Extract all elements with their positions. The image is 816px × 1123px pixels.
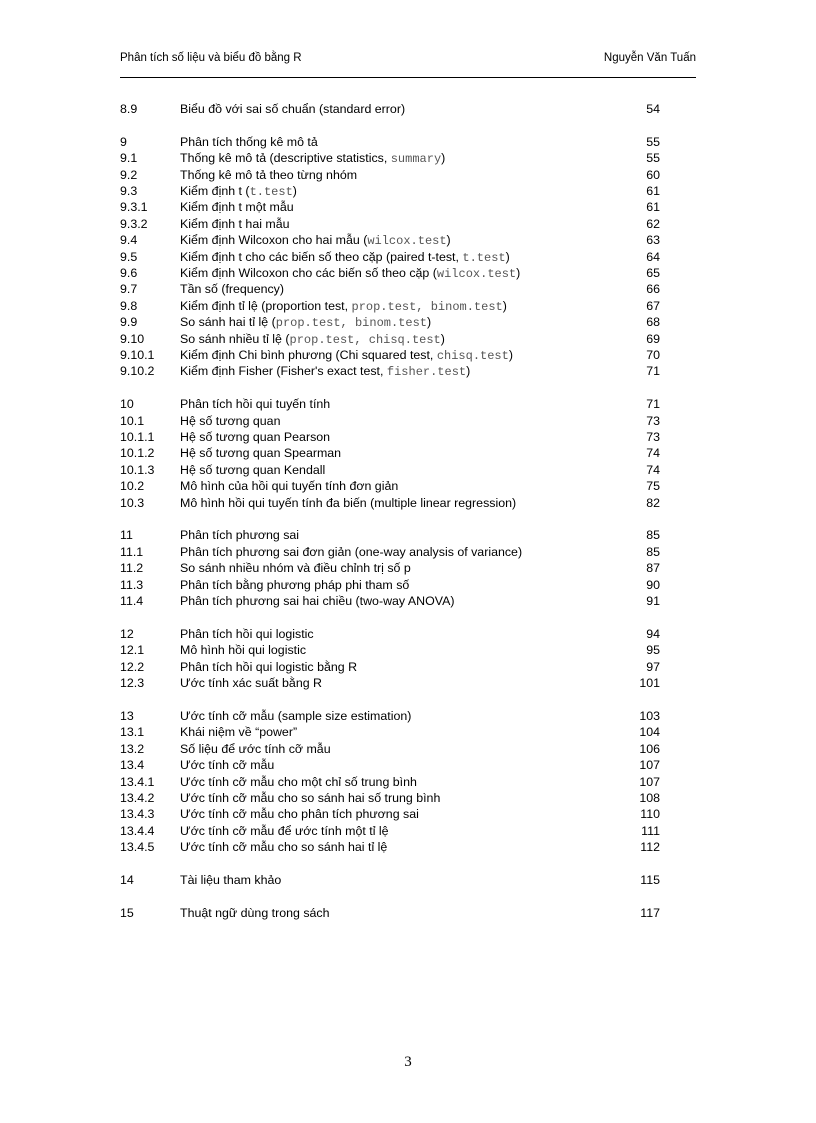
toc-entry[interactable] <box>120 183 660 199</box>
toc-entry-title <box>180 905 330 921</box>
toc-entry[interactable] <box>120 806 660 822</box>
toc-entry-title <box>180 314 431 331</box>
toc-entry[interactable] <box>120 839 660 855</box>
toc-entry-title <box>180 167 357 183</box>
toc-entry-page: 67 <box>646 298 660 313</box>
toc-entry[interactable] <box>120 363 660 379</box>
toc-entry[interactable] <box>120 757 660 773</box>
toc-entry-number: 9.10 <box>120 331 145 346</box>
toc-entry[interactable] <box>120 659 660 675</box>
toc-entry[interactable] <box>120 724 660 740</box>
toc-entry-text: Mô hình hồi qui tuyến tính đa biến (multiple linear regression) <box>180 495 517 510</box>
toc-entry-number: 13.4 <box>120 758 145 773</box>
toc-entry-number: 9.4 <box>120 233 138 248</box>
toc-entry-title <box>180 593 454 609</box>
toc-entry-text: Kiểm định t cho các biến số theo cặp (paired t-test, <box>180 249 463 264</box>
toc-entry[interactable] <box>120 593 660 609</box>
toc-entry-page: 55 <box>646 151 660 166</box>
toc-entry-text: Hệ số tương quan <box>180 413 281 428</box>
toc-entry-title <box>180 347 513 364</box>
toc-entry[interactable] <box>120 232 660 248</box>
toc-entry-title <box>180 724 297 740</box>
toc-entry-text: Phân tích phương sai hai chiều (two-way ANOVA) <box>180 594 455 609</box>
toc-section <box>120 872 660 888</box>
toc-entry-text: Ước tính cỡ mẫu cho so sánh hai tỉ lệ <box>180 840 388 855</box>
toc-section <box>120 708 660 856</box>
toc-entry-text: Mô hình của hồi qui tuyến tính đơn giản <box>180 479 399 494</box>
toc-entry-title <box>180 216 290 232</box>
toc-entry-text: So sánh hai tỉ lệ ( <box>180 315 276 330</box>
toc-entry-text: Phân tích hồi qui logistic <box>180 626 314 641</box>
toc-entry-number: 10.1.3 <box>120 462 155 477</box>
toc-entry-page: 107 <box>639 758 660 773</box>
toc-entry[interactable] <box>120 823 660 839</box>
toc-entry-code: prop.test, binom.test <box>351 299 503 314</box>
toc-entry-number: 9.5 <box>120 249 138 264</box>
toc-entry-title <box>180 757 274 773</box>
toc-entry-page: 64 <box>646 249 660 264</box>
toc-entry-title <box>180 708 411 724</box>
toc-entry[interactable] <box>120 560 660 576</box>
toc-entry[interactable] <box>120 544 660 560</box>
toc-entry-text: Phân tích hồi qui tuyến tính <box>180 397 331 412</box>
toc-entry-page: 101 <box>639 676 660 691</box>
toc-entry-text: Phân tích phương sai đơn giản (one-way analysis of variance) <box>180 544 523 559</box>
toc-entry-number: 9.3.2 <box>120 216 148 231</box>
toc-entry-page: 71 <box>646 364 660 379</box>
toc-entry[interactable] <box>120 462 660 478</box>
toc-entry-text: ) <box>466 364 471 379</box>
toc-entry[interactable] <box>120 445 660 461</box>
toc-entry-text: ) <box>502 298 507 313</box>
toc-entry-title <box>180 199 294 215</box>
toc-entry-text: Phân tích bằng phương pháp phi tham số <box>180 577 410 592</box>
toc-entry-number: 10 <box>120 397 134 412</box>
toc-entry-title <box>180 249 510 266</box>
toc-entry-text: Kiểm định Chi bình phương (Chi squared test, <box>180 347 437 362</box>
toc-entry[interactable] <box>120 265 660 281</box>
page-number: 3 <box>404 1054 412 1070</box>
toc-entry[interactable] <box>120 216 660 232</box>
toc-entry-page: 66 <box>646 282 660 297</box>
toc-entry-page: 69 <box>646 331 660 346</box>
toc-entry-number: 9.9 <box>120 315 138 330</box>
toc-entry-page: 60 <box>646 167 660 182</box>
toc-entry-page: 115 <box>640 873 660 888</box>
toc-entry-text: Hệ số tương quan Pearson <box>180 430 331 445</box>
toc-entry-number: 9.8 <box>120 298 138 313</box>
toc-entry-text: Ước tính cỡ mẫu (sample size estimation) <box>180 709 412 723</box>
toc-entry-text: Ước tính xác suất bằng R <box>180 676 322 691</box>
toc-entry-title <box>180 527 299 543</box>
toc-entry-page: 65 <box>646 266 660 281</box>
toc-entry-number: 14 <box>120 873 134 888</box>
toc-entry[interactable] <box>120 396 660 412</box>
toc-entry-text: So sánh nhiều nhóm và điều chỉnh trị số p <box>180 561 411 576</box>
toc-entry-text: Ước tính cỡ mẫu cho một chỉ số trung bình <box>180 774 417 789</box>
toc-entry-code: summary <box>390 152 442 167</box>
toc-entry-number: 9.3 <box>120 184 138 199</box>
toc-entry-page: 87 <box>646 561 660 576</box>
toc-entry-title <box>180 101 405 117</box>
toc-entry-number: 13 <box>120 709 134 723</box>
toc-entry-text: ) <box>508 347 513 362</box>
toc-entry-number: 13.4.5 <box>120 840 155 855</box>
toc-entry-number: 8.9 <box>120 102 138 116</box>
toc-entry-title <box>180 429 330 445</box>
toc-entry-page: 71 <box>646 397 660 412</box>
toc-entry-number: 15 <box>120 905 134 920</box>
toc-entry-page: 107 <box>639 774 660 789</box>
toc-entry[interactable] <box>120 741 660 757</box>
toc-entry-code: prop.test, chisq.test <box>289 332 441 347</box>
header-book-title: Phân tích số liệu và biểu đồ bằng R <box>120 52 302 64</box>
toc-entry[interactable] <box>120 790 660 806</box>
toc-entry-text: Kiểm định Fisher (Fisher's exact test, <box>180 364 387 379</box>
toc-entry-title <box>180 265 520 282</box>
toc-entry-text: Số liệu để ước tính cỡ mẫu <box>180 741 331 756</box>
toc-entry-text: ) <box>440 331 445 346</box>
toc-entry-text: Ước tính cỡ mẫu <box>180 758 275 773</box>
toc-entry-title <box>180 363 470 380</box>
toc-section <box>120 527 660 609</box>
toc-entry-text: Kiểm định Wilcoxon cho hai mẫu ( <box>180 233 368 248</box>
toc-entry-title <box>180 478 398 494</box>
toc-entry-page: 70 <box>646 347 660 362</box>
toc-entry-title <box>180 331 445 348</box>
toc-entry-title <box>180 577 409 593</box>
toc-entry[interactable] <box>120 281 660 297</box>
toc-entry-title <box>180 626 314 642</box>
toc-entry-number: 11.2 <box>120 561 144 576</box>
toc-entry-number: 13.2 <box>120 741 145 756</box>
toc-entry-title <box>180 774 417 790</box>
toc-entry-text: Phân tích thống kê mô tả <box>180 134 318 149</box>
toc-entry-title <box>180 806 419 822</box>
toc-entry[interactable] <box>120 101 660 117</box>
toc-entry-text: Thống kê mô tả (descriptive statistics, <box>180 151 391 166</box>
toc-entry-page: 61 <box>646 184 660 199</box>
toc-entry[interactable] <box>120 527 660 543</box>
toc-entry-code: t.test <box>462 250 506 265</box>
toc-entry-number: 9.7 <box>120 282 138 297</box>
toc-entry[interactable] <box>120 199 660 215</box>
toc-entry-text: Kiểm định t ( <box>180 184 250 199</box>
toc-entry-text: Tài liệu tham khảo <box>180 873 282 888</box>
toc-entry-title <box>180 790 440 806</box>
toc-entry[interactable] <box>120 298 660 314</box>
toc-entry-title <box>180 183 297 200</box>
toc-entry-title <box>180 741 331 757</box>
toc-entry-page: 62 <box>646 216 660 231</box>
toc-entry-text: Hệ số tương quan Spearman <box>180 446 342 461</box>
toc-entry-text: Kiểm định tỉ lệ (proportion test, <box>180 298 352 313</box>
toc-entry[interactable] <box>120 774 660 790</box>
toc-entry-page: 112 <box>640 840 660 855</box>
toc-entry-title <box>180 413 280 429</box>
toc-entry-title <box>180 396 330 412</box>
toc-entry-title <box>180 298 507 315</box>
toc-entry-number: 10.1.1 <box>120 430 155 445</box>
toc-entry-text: Thống kê mô tả theo từng nhóm <box>180 167 358 182</box>
toc-entry-text: ) <box>505 249 510 264</box>
toc-entry-page: 103 <box>639 709 660 723</box>
table-of-contents <box>120 101 660 938</box>
toc-entry-page: 63 <box>646 233 660 248</box>
toc-entry-page: 54 <box>646 102 660 116</box>
toc-entry[interactable] <box>120 642 660 658</box>
toc-entry-page: 82 <box>646 495 660 510</box>
toc-entry[interactable] <box>120 314 660 330</box>
toc-entry-page: 74 <box>646 446 660 461</box>
toc-entry-title <box>180 642 306 658</box>
toc-entry-page: 74 <box>646 462 660 477</box>
toc-entry-page: 117 <box>640 905 660 920</box>
toc-entry[interactable] <box>120 708 660 724</box>
toc-entry-number: 10.1 <box>120 413 145 428</box>
toc-entry[interactable] <box>120 249 660 265</box>
toc-entry-page: 90 <box>646 577 660 592</box>
toc-entry-text: Thuật ngữ dùng trong sách <box>180 905 330 920</box>
toc-entry-title <box>180 134 318 150</box>
toc-section <box>120 396 660 511</box>
toc-entry-number: 11.4 <box>120 594 144 609</box>
toc-entry[interactable] <box>120 478 660 494</box>
toc-entry[interactable] <box>120 675 660 691</box>
toc-entry-page: 61 <box>646 200 660 215</box>
toc-entry[interactable] <box>120 150 660 166</box>
toc-entry-text: Hệ số tương quan Kendall <box>180 462 326 477</box>
toc-entry-text: Kiểm định t hai mẫu <box>180 216 290 231</box>
toc-entry[interactable] <box>120 167 660 183</box>
toc-entry-number: 10.1.2 <box>120 446 155 461</box>
toc-entry-code: wilcox.test <box>367 234 447 249</box>
toc-entry-page: 110 <box>640 807 660 822</box>
toc-entry-code: chisq.test <box>436 348 509 363</box>
toc-entry-number: 12 <box>120 626 134 641</box>
toc-entry-number: 9.3.1 <box>120 200 148 215</box>
toc-entry-number: 9.6 <box>120 266 138 281</box>
toc-entry-number: 9 <box>120 134 127 149</box>
toc-entry-code: prop.test, binom.test <box>275 316 427 331</box>
toc-entry[interactable] <box>120 577 660 593</box>
toc-entry[interactable] <box>120 495 660 511</box>
toc-entry-page: 111 <box>641 823 660 838</box>
toc-entry-text: Mô hình hồi qui logistic <box>180 643 307 658</box>
toc-section <box>120 134 660 380</box>
toc-entry-text: Ước tính cỡ mẫu cho phân tích phương sai <box>180 807 419 822</box>
toc-entry-title <box>180 823 389 839</box>
toc-entry-code: wilcox.test <box>436 267 517 282</box>
toc-entry-page: 106 <box>639 741 660 756</box>
running-header <box>120 50 696 66</box>
toc-entry-number: 9.10.1 <box>120 347 155 362</box>
toc-entry[interactable] <box>120 331 660 347</box>
toc-entry-code: t.test <box>249 185 293 200</box>
toc-entry-number: 11.3 <box>120 577 144 592</box>
toc-section <box>120 101 660 117</box>
toc-entry-title <box>180 150 445 167</box>
toc-entry-text: Khái niệm về “power” <box>180 725 298 740</box>
toc-entry-title <box>180 560 411 576</box>
toc-entry[interactable] <box>120 872 660 888</box>
toc-entry-number: 13.4.1 <box>120 774 155 789</box>
toc-entry-page: 55 <box>646 134 660 149</box>
toc-entry-title <box>180 544 522 560</box>
toc-entry-page: 94 <box>646 626 660 641</box>
toc-entry-text: Ước tính cỡ mẫu để ước tính một tỉ lệ <box>180 823 389 838</box>
toc-entry-text: Phân tích hồi qui logistic bằng R <box>180 659 358 674</box>
toc-entry[interactable] <box>120 905 660 921</box>
toc-entry-number: 13.1 <box>120 725 145 740</box>
toc-entry-page: 68 <box>646 315 660 330</box>
toc-entry-page: 85 <box>646 544 660 559</box>
toc-entry-text: Biểu đồ với sai số chuẩn (standard error) <box>180 102 406 116</box>
toc-section <box>120 626 660 692</box>
toc-entry-text: Ước tính cỡ mẫu cho so sánh hai số trung bình <box>180 790 441 805</box>
toc-entry-title <box>180 839 387 855</box>
toc-entry-number: 10.3 <box>120 495 145 510</box>
toc-entry-page: 75 <box>646 479 660 494</box>
toc-entry-number: 9.1 <box>120 151 138 166</box>
toc-entry-text: ) <box>292 184 297 199</box>
toc-entry-number: 9.2 <box>120 167 138 182</box>
toc-entry-page: 73 <box>646 413 660 428</box>
toc-entry-title <box>180 495 516 511</box>
toc-entry[interactable] <box>120 413 660 429</box>
toc-entry-page: 85 <box>646 528 660 543</box>
toc-entry-title <box>180 232 451 249</box>
toc-entry-title <box>180 872 281 888</box>
toc-entry-title <box>180 462 325 478</box>
toc-entry-page: 97 <box>646 659 660 674</box>
toc-section <box>120 905 660 921</box>
toc-entry-text: ) <box>516 266 521 281</box>
toc-entry-page: 108 <box>639 790 660 805</box>
toc-entry-number: 13.4.3 <box>120 807 155 822</box>
header-rule <box>120 77 696 78</box>
toc-entry-code: fisher.test <box>386 365 467 380</box>
toc-entry-text: ) <box>446 233 451 248</box>
toc-entry[interactable] <box>120 626 660 642</box>
toc-entry-page: 95 <box>646 643 660 658</box>
toc-entry-page: 104 <box>639 725 660 740</box>
toc-entry-number: 13.4.2 <box>120 790 155 805</box>
toc-entry-text: Kiểm định t một mẫu <box>180 200 294 215</box>
header-author: Nguyễn Văn Tuấn <box>603 52 696 64</box>
toc-entry-title <box>180 281 284 297</box>
toc-entry-number: 11.1 <box>120 544 144 559</box>
toc-entry-number: 12.2 <box>120 659 145 674</box>
toc-entry-text: ) <box>426 315 432 330</box>
toc-entry-number: 12.3 <box>120 676 145 691</box>
toc-entry-title <box>180 675 322 691</box>
toc-entry-page: 73 <box>646 430 660 445</box>
toc-entry-number: 13.4.4 <box>120 823 155 838</box>
toc-entry-text: ) <box>441 151 446 166</box>
toc-entry-text: Kiểm định Wilcoxon cho các biến số theo cặp ( <box>180 266 437 281</box>
toc-entry-number: 10.2 <box>120 479 145 494</box>
toc-entry[interactable] <box>120 429 660 445</box>
toc-entry[interactable] <box>120 347 660 363</box>
toc-entry-number: 9.10.2 <box>120 364 155 379</box>
toc-entry-title <box>180 659 357 675</box>
toc-entry-number: 12.1 <box>120 643 145 658</box>
toc-entry-text: Tần số (frequency) <box>180 282 284 297</box>
toc-entry-number: 11 <box>120 528 133 543</box>
toc-entry-page: 91 <box>646 594 660 609</box>
toc-entry[interactable] <box>120 134 660 150</box>
toc-entry-title <box>180 445 341 461</box>
toc-entry-text: So sánh nhiều tỉ lệ ( <box>180 331 290 346</box>
toc-entry-text: Phân tích phương sai <box>180 528 300 543</box>
